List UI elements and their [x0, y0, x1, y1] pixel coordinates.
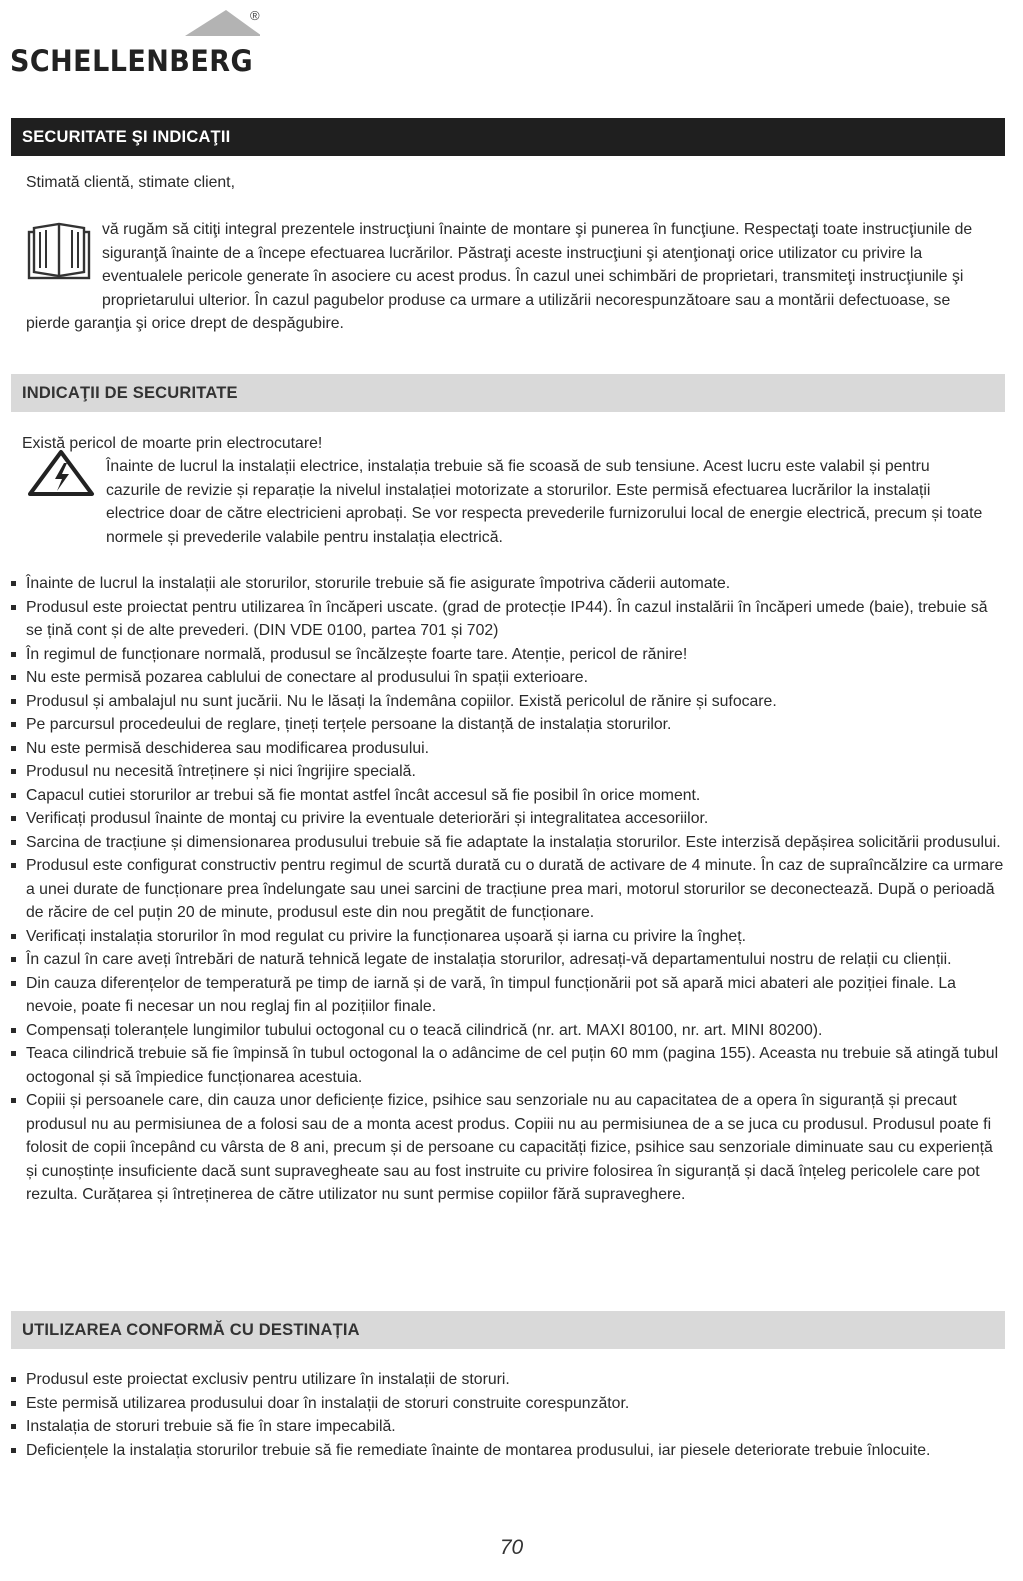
- list-item-text: Înainte de lucrul la instalații ale storurilor, storurile trebuie să fie asigurate împotriva căderii automate.: [26, 575, 731, 592]
- list-item-text: Produsul este proiectat exclusiv pentru utilizare în instalații de storuri.: [26, 1371, 510, 1388]
- list-item: [10, 925, 1005, 949]
- list-item: [10, 784, 1005, 808]
- bullet-icon: [11, 840, 16, 845]
- bullet-icon: [11, 816, 16, 821]
- list-item: [10, 831, 1005, 855]
- roof-logo-icon: [10, 6, 260, 46]
- registered-mark: ®: [250, 8, 260, 23]
- danger-text: Înainte de lucrul la instalații electrice, instalația trebuie să fie scoasă de sub tensiune. Acest lucru este valabil și pentru cazurile de revizie și reparație la nivelul instalației motorizate a storurilor. Este permisă efectuarea lucrărilor la instalații electrice doar de către electricieni aprobați. Se vor respecta prevederile furnizorului local de energie electrică, precum și toate normele și prevederile valabile pentru instalația electrică.: [106, 458, 983, 546]
- list-item-text: Nu este permisă pozarea cablului de conectare al produsului în spații exterioare.: [26, 669, 588, 686]
- list-item-text: Capacul cutiei storurilor ar trebui să fie montat astfel încât accesul să fie posibil în orice moment.: [26, 786, 701, 804]
- list-item-text: Din cauza diferențelor de temperatură pe timp de iarnă și de vară, în timpul funcționării pot să apară mici abateri ale poziției finale. La nevoie, poate fi necesar un nou reglaj fin al pozițiilor finale.: [26, 974, 956, 1015]
- list-item-text: Produsul și ambalajul nu sunt jucării. Nu le lăsați la îndemâna copiilor. Există pericolul de rănire și sufocare.: [26, 692, 777, 710]
- list-item: [10, 572, 1005, 596]
- bullet-icon: [11, 1028, 16, 1033]
- bullet-icon: [11, 769, 16, 774]
- brand-name: SCHELLENBERG: [10, 44, 254, 78]
- list-item: [10, 1439, 1005, 1463]
- list-item-text: Sarcina de tracțiune și dimensionarea produsului trebuie să fie adaptate la instalația storurilor. Este interzisă depășirea solicitării produsului.: [26, 833, 1001, 851]
- list-item: [10, 1415, 1005, 1439]
- list-item: [10, 1392, 1005, 1416]
- bullet-icon: [11, 981, 16, 986]
- list-item-text: Verificați produsul înainte de montaj cu privire la eventuale deteriorări și integralitatea accesoriilor.: [26, 810, 709, 827]
- bullet-icon: [11, 957, 16, 962]
- bullet-icon: [11, 863, 16, 868]
- list-item: [10, 690, 1005, 714]
- usage-bullet-list: [10, 1368, 1005, 1462]
- list-item-text: Produsul nu necesită întreținere și nici îngrijire specială.: [26, 763, 416, 780]
- read-manual-book-icon: [26, 218, 92, 290]
- bullet-icon: [11, 934, 16, 939]
- bullet-icon: [11, 1424, 16, 1429]
- bullet-icon: [11, 1051, 16, 1056]
- list-item: [10, 948, 1005, 972]
- list-item: [10, 760, 1005, 784]
- list-item-text: Deficiențele la instalația storurilor trebuie să fie remediate înainte de montarea produsului, iar piesele deteriorate trebuie înlocuite.: [26, 1441, 931, 1459]
- intro-paragraph-block: [26, 218, 996, 336]
- list-item-text: În regimul de funcționare normală, produsul se încălzește foarte tare. Atenție, pericol de rănire!: [26, 645, 688, 663]
- list-item-text: În cazul în care aveți întrebări de natură tehnică legate de instalația storurilor, adresați-vă departamentului nostru de relații cu clienții.: [26, 951, 952, 968]
- greeting-text: Stimată clientă, stimate client,: [26, 174, 235, 191]
- bullet-icon: [11, 652, 16, 657]
- electric-hazard-warning-icon: [27, 449, 95, 497]
- list-item-text: Produsul este configurat constructiv pentru regimul de scurtă durată cu o durată de activare de 4 minute. În caz de supraîncălzire ca urmare a unei durate de funcționare prea îndelungate sau unei sarcini de tracțiune prea mari, motorul storurilor se deconectează. După o perioadă de răcire de cel puțin 20 de minute, produsul este din nou pregătit de funcționare.: [26, 857, 1004, 921]
- list-item-text: Copiii și persoanele care, din cauza unor deficiențe fizice, psihice sau senzoriale nu au capacitatea de a opera în siguranță și precaut produsul nu au permisiunea de a folosi sau de a monta acest produs. Copiii nu au permisiunea de a se juca cu produsul. Produsul poate fi folosit de copii începând cu vârsta de 8 ani, precum și de persoane cu capacități fizice, psihice sau senzoriale diminuate sau cu experiență și cunoștințe insuficiente dacă sunt supravegheate sau au fost instruite cu privire folosirea în siguranță și dacă înțeleg pericolele care pot rezulta. Curățarea și întreținerea de către utilizator nu sunt permise copiilor fără supraveghere.: [26, 1092, 993, 1203]
- list-item: [10, 972, 1005, 1019]
- list-item: [10, 1042, 1005, 1089]
- bullet-icon: [11, 675, 16, 680]
- bullet-icon: [11, 746, 16, 751]
- list-item: [10, 1019, 1005, 1043]
- bullet-icon: [11, 1377, 16, 1382]
- safety-bullet-list: [10, 572, 1005, 1207]
- brand-logo: [10, 6, 260, 76]
- bullet-icon: [11, 605, 16, 610]
- bullet-icon: [11, 722, 16, 727]
- section-header-indicatii: INDICAŢII DE SECURITATE: [11, 374, 1005, 412]
- bullet-icon: [11, 793, 16, 798]
- list-item: [10, 1089, 1005, 1207]
- bullet-icon: [11, 699, 16, 704]
- list-item: [10, 643, 1005, 667]
- section-header-securitate: SECURITATE ŞI INDICAŢII: [11, 118, 1005, 156]
- danger-title: Există pericol de moarte prin electrocutare!: [22, 435, 323, 452]
- intro-text: vă rugăm să citiţi integral prezentele instrucţiuni înainte de montare şi punerea în funcţiune. Respectaţi toate instrucţiunile de siguranţă înainte de a începe efectuarea lucrărilor. Păstraţi aceste instrucţiuni şi atenţionaţi orice utilizator cu privire la eventualele pericole generate în asociere cu acest produs. În cazul unei schimbări de proprietari, transmiteţi instrucţiunile şi proprietarului ulterior. În cazul pagubelor produse ca urmare a utilizării necorespunzătoare sau a montării defectuoase, se pierde garanţia şi orice drept de despăgubire.: [26, 221, 973, 332]
- list-item-text: Nu este permisă deschiderea sau modificarea produsului.: [26, 739, 430, 757]
- list-item-text: Pe parcursul procedeului de reglare, țineți terțele persoane la distanță de instalația storurilor.: [26, 716, 672, 733]
- list-item: [10, 807, 1005, 831]
- list-item-text: Teaca cilindrică trebuie să fie împinsă în tubul octogonal la o adâncime de cel puțin 60 mm (pagina 155). Aceasta nu trebuie să atingă tubul octogonal și să împiedice funcționarea acestuia.: [26, 1045, 999, 1086]
- list-item-text: Produsul este proiectat pentru utilizarea în încăperi uscate. (grad de protecție IP44). În cazul instalării în încăperi umede (baie), trebuie să se țină cont și de alte prevederi. (DIN VDE 0100, partea 701 și 702): [26, 598, 988, 639]
- list-item-text: Verificați instalația storurilor în mod regulat cu privire la funcționarea ușoară și iarna cu privire la îngheț.: [26, 927, 746, 945]
- list-item-text: Instalația de storuri trebuie să fie în stare impecabilă.: [26, 1418, 396, 1435]
- bullet-icon: [11, 1448, 16, 1453]
- page-number: 70: [499, 1536, 524, 1559]
- list-item: [10, 713, 1005, 737]
- list-item-text: Este permisă utilizarea produsului doar în instalații de storuri construite corespunzător.: [26, 1394, 630, 1412]
- list-item-text: Compensați toleranțele lungimilor tubului octogonal cu o teacă cilindrică (nr. art. MAXI 80100, nr. art. MINI 80200).: [26, 1021, 823, 1039]
- section-header-utilizare: UTILIZAREA CONFORMĂ CU DESTINAȚIA: [11, 1311, 1005, 1349]
- list-item: [10, 666, 1005, 690]
- list-item: [10, 737, 1005, 761]
- bullet-icon: [11, 1098, 16, 1103]
- list-item: [10, 854, 1005, 925]
- bullet-icon: [11, 581, 16, 586]
- list-item: [10, 1368, 1005, 1392]
- bullet-icon: [11, 1401, 16, 1406]
- list-item: [10, 596, 1005, 643]
